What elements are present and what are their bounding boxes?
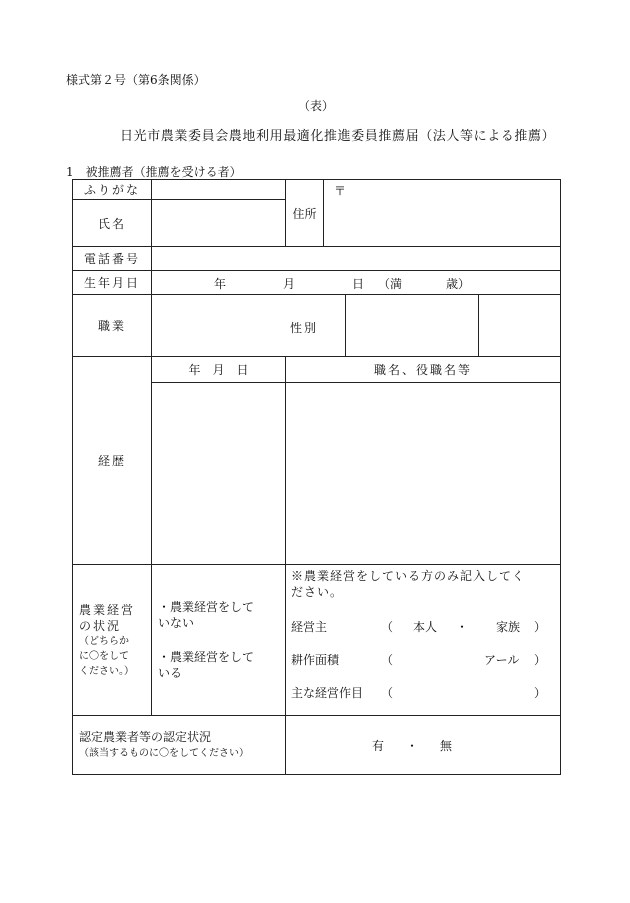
area-close-paren: ） (534, 653, 547, 667)
birth-month-unit: 月 (283, 277, 296, 291)
career-date-header: 年 月 日 (152, 357, 286, 383)
phone-field[interactable] (152, 247, 561, 271)
gender-field[interactable] (479, 295, 561, 357)
option-farming-line1: ・農業経営をして (158, 650, 255, 664)
name-label: 氏名 (73, 200, 152, 247)
farm-details-cell (286, 565, 561, 716)
farm-status-label (73, 565, 152, 716)
manager-label: 経営主 (291, 620, 328, 634)
postal-mark: 〒 (334, 184, 347, 198)
manager-separator: ・ (456, 620, 469, 634)
farm-status-note-line3: ください。） (79, 665, 134, 677)
career-date-field[interactable] (152, 383, 286, 565)
occupation-field[interactable] (152, 295, 479, 357)
career-title-header: 職名、役職名等 (286, 357, 561, 383)
birth-date-field[interactable] (152, 271, 561, 295)
farm-note-line1: ※農業経営をしている方のみ記入してく (291, 569, 526, 583)
furigana-label: ふりがな (73, 180, 152, 200)
form-number: 様式第２号（第6条関係） (66, 73, 206, 87)
certification-options (286, 716, 561, 775)
career-title-field[interactable] (286, 383, 561, 565)
farm-note (291, 568, 525, 600)
birth-age-close: 歳） (446, 277, 471, 291)
farm-status-label-line2: の状況 (79, 618, 122, 633)
area-input[interactable] (401, 651, 481, 665)
area-open-paren: （ (381, 653, 394, 667)
option-farming[interactable] (158, 649, 285, 681)
main-crop-label: 主な経営作目 (291, 686, 364, 700)
address-label: 住所 (286, 180, 324, 247)
birth-date-label: 生年月日 (73, 271, 152, 295)
area-label: 耕作面積 (291, 653, 340, 667)
gender-divider (345, 295, 346, 356)
manager-option-family[interactable]: 家族 (496, 620, 521, 634)
birth-year-unit: 年 (214, 277, 227, 291)
option-not-farming-line2: いない (158, 616, 195, 630)
career-label: 経歴 (73, 357, 152, 565)
farm-note-line2: ださい。 (291, 585, 344, 599)
manager-option-self[interactable]: 本人 (413, 620, 438, 634)
main-crop-close-paren: ） (534, 686, 547, 700)
manager-open-paren: （ (381, 620, 394, 634)
certification-no[interactable]: 無 (440, 739, 453, 753)
occupation-label: 職業 (73, 295, 152, 357)
option-not-farming-line1: ・農業経営をして (158, 600, 255, 614)
certification-note: （該当するものに〇をしてください） (79, 748, 249, 759)
gender-label: 性別 (290, 321, 319, 335)
farm-status-note-line2: に〇をして (79, 650, 129, 662)
furigana-field[interactable] (152, 180, 286, 200)
farm-status-note-line1: （どちらか (79, 635, 129, 647)
phone-label: 電話番号 (73, 247, 152, 271)
manager-close-paren: ） (534, 620, 547, 634)
address-field[interactable] (324, 180, 561, 247)
birth-age-open: （満 (378, 277, 403, 291)
nominee-form-table (72, 179, 561, 775)
option-farming-line2: いる (158, 666, 183, 680)
option-not-farming[interactable] (158, 599, 285, 631)
farm-status-label-line1: 農業経営 (79, 602, 136, 617)
section-heading: 1 被推薦者（推薦を受ける者） (66, 165, 242, 179)
certification-separator: ・ (406, 739, 419, 753)
page-title: 日光市農業委員会農地利用最適化推進委員推薦届（法人等による推薦） (120, 129, 556, 144)
name-field[interactable] (152, 200, 286, 247)
birth-day-unit: 日 (352, 277, 365, 291)
main-crop-input[interactable] (401, 684, 526, 698)
certification-label-cell (73, 716, 286, 775)
form-side-label: （表） (298, 99, 335, 113)
main-crop-open-paren: （ (381, 686, 394, 700)
farm-status-options (152, 565, 286, 716)
certification-yes[interactable]: 有 (372, 739, 385, 753)
area-unit: アール (484, 653, 520, 667)
certification-label: 認定農業者等の認定状況 (79, 730, 212, 744)
